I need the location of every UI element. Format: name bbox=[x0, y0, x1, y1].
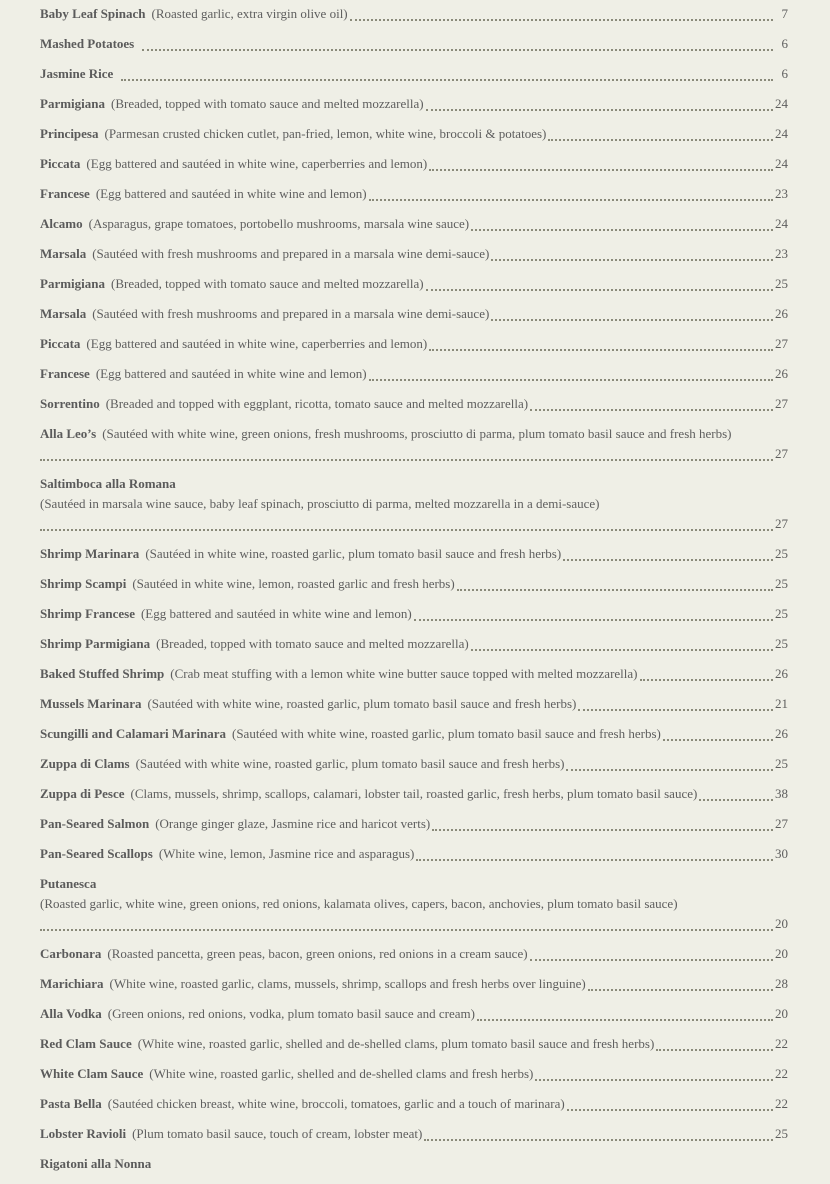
item-description: (Sautéed chicken breast, white wine, broccoli, tomatoes, garlic and a touch of marinara) bbox=[107, 1096, 565, 1111]
dot-leader bbox=[588, 989, 773, 991]
item-price: 25 bbox=[775, 606, 788, 621]
item-description: (Sautéed with white wine, roasted garlic, plum tomato basil sauce and fresh herbs) bbox=[231, 726, 661, 741]
item-name: Carbonara bbox=[40, 946, 102, 961]
item-price: 24 bbox=[775, 156, 788, 171]
menu-item-line bbox=[40, 874, 788, 894]
menu-item-line bbox=[40, 4, 788, 24]
menu-item-line bbox=[40, 274, 788, 294]
menu-item bbox=[40, 634, 788, 664]
dot-leader bbox=[491, 319, 773, 321]
dot-leader bbox=[566, 769, 773, 771]
menu-item bbox=[40, 184, 788, 214]
menu-item bbox=[40, 874, 788, 944]
item-price: 26 bbox=[775, 306, 788, 321]
item-price: 25 bbox=[775, 546, 788, 561]
item-name: Pan-Seared Scallops bbox=[40, 846, 153, 861]
menu-item-line bbox=[40, 34, 788, 54]
item-name: Saltimboca alla Romana bbox=[40, 476, 176, 491]
item-description: (White wine, roasted garlic, shelled and de-shelled clams, plum tomato basil sauce and fresh herbs) bbox=[137, 1036, 655, 1051]
dot-leader bbox=[640, 679, 773, 681]
menu-item-line bbox=[40, 494, 788, 514]
menu-item-line bbox=[40, 914, 788, 934]
item-description: (Egg battered and sautéed in white wine and lemon) bbox=[95, 186, 367, 201]
item-price: 27 bbox=[775, 336, 788, 351]
item-price: 28 bbox=[775, 976, 788, 991]
dot-leader bbox=[369, 379, 773, 381]
menu-item-line bbox=[40, 944, 788, 964]
dot-leader bbox=[426, 109, 773, 111]
item-price: 27 bbox=[775, 396, 788, 411]
menu-item-line bbox=[40, 974, 788, 994]
menu-item-line bbox=[40, 394, 788, 414]
item-price: 25 bbox=[775, 576, 788, 591]
item-price: 6 bbox=[781, 36, 788, 51]
item-price: 25 bbox=[775, 1126, 788, 1141]
menu-item bbox=[40, 844, 788, 874]
item-price: 27 bbox=[775, 516, 788, 531]
menu-item-line bbox=[40, 844, 788, 864]
menu-item bbox=[40, 364, 788, 394]
item-price: 27 bbox=[775, 446, 788, 461]
item-name: Marichiara bbox=[40, 976, 104, 991]
dot-leader bbox=[350, 19, 773, 21]
menu-item-line bbox=[40, 334, 788, 354]
dot-leader bbox=[121, 79, 773, 81]
dot-leader bbox=[142, 49, 773, 51]
menu-item-line bbox=[40, 694, 788, 714]
item-name: Shrimp Francese bbox=[40, 606, 135, 621]
item-price: 21 bbox=[775, 696, 788, 711]
menu-item bbox=[40, 814, 788, 844]
dot-leader bbox=[429, 349, 773, 351]
dot-leader bbox=[477, 1019, 773, 1021]
dot-leader bbox=[40, 529, 773, 531]
item-description: (Egg battered and sautéed in white wine and lemon) bbox=[95, 366, 367, 381]
item-price: 7 bbox=[781, 6, 788, 21]
item-name: Jasmine Rice bbox=[40, 66, 114, 81]
item-description: (Egg battered and sautéed in white wine, caperberries and lemon) bbox=[86, 336, 428, 351]
menu-item bbox=[40, 1154, 788, 1184]
menu-item bbox=[40, 334, 788, 364]
item-description: (Breaded, topped with tomato sauce and melted mozzarella) bbox=[156, 636, 469, 651]
item-name: Francese bbox=[40, 186, 90, 201]
item-description: (White wine, roasted garlic, shelled and de-shelled clams and fresh herbs) bbox=[149, 1066, 534, 1081]
item-description: (Crab meat stuffing with a lemon white wine butter sauce topped with melted mozzarella) bbox=[170, 666, 638, 681]
menu-item bbox=[40, 4, 788, 34]
item-name: White Clam Sauce bbox=[40, 1066, 144, 1081]
item-name: Marsala bbox=[40, 306, 87, 321]
dot-leader bbox=[578, 709, 773, 711]
dot-leader bbox=[414, 619, 773, 621]
menu-item-line bbox=[40, 604, 788, 624]
item-price: 26 bbox=[775, 366, 788, 381]
menu-item bbox=[40, 154, 788, 184]
menu-item bbox=[40, 544, 788, 574]
dot-leader bbox=[663, 739, 773, 741]
item-description: (Sautéed with white wine, roasted garlic, plum tomato basil sauce and fresh herbs) bbox=[135, 756, 565, 771]
item-description: (Sautéed in marsala wine sauce, baby leaf spinach, prosciutto di parma, melted mozzarella in a demi-sauce) bbox=[40, 496, 600, 511]
item-name: Baby Leaf Spinach bbox=[40, 6, 146, 21]
menu-item-line bbox=[40, 1064, 788, 1084]
menu-item-line bbox=[40, 724, 788, 744]
dot-leader bbox=[432, 829, 773, 831]
menu-item-line bbox=[40, 424, 788, 444]
dot-leader bbox=[656, 1049, 773, 1051]
menu-item bbox=[40, 974, 788, 1004]
menu-item bbox=[40, 1094, 788, 1124]
item-name: Alcamo bbox=[40, 216, 83, 231]
menu-item bbox=[40, 34, 788, 64]
item-name: Marsala bbox=[40, 246, 87, 261]
item-price: 26 bbox=[775, 726, 788, 741]
item-name: Pan-Seared Salmon bbox=[40, 816, 150, 831]
menu-item-line bbox=[40, 154, 788, 174]
item-description: (Sautéed with fresh mushrooms and prepared in a marsala wine demi-sauce) bbox=[92, 246, 490, 261]
menu-list bbox=[40, 4, 788, 1184]
menu-item-line bbox=[40, 1004, 788, 1024]
item-name: Shrimp Scampi bbox=[40, 576, 127, 591]
dot-leader bbox=[416, 859, 773, 861]
item-price: 20 bbox=[775, 946, 788, 961]
menu-item bbox=[40, 574, 788, 604]
menu-item-line bbox=[40, 664, 788, 684]
menu-item-line bbox=[40, 244, 788, 264]
item-description: (White wine, roasted garlic, clams, mussels, shrimp, scallops and fresh herbs over linguine) bbox=[109, 976, 586, 991]
menu-item-block bbox=[40, 874, 788, 934]
menu-item-line bbox=[40, 1034, 788, 1054]
item-description: (Breaded, topped with tomato sauce and melted mozzarella) bbox=[111, 96, 424, 111]
menu-item-line bbox=[40, 784, 788, 804]
menu-item-line bbox=[40, 364, 788, 384]
item-description: (Egg battered and sautéed in white wine, caperberries and lemon) bbox=[86, 156, 428, 171]
menu-item-line bbox=[40, 94, 788, 114]
dot-leader bbox=[535, 1079, 773, 1081]
item-price: 25 bbox=[775, 636, 788, 651]
item-name: Mussels Marinara bbox=[40, 696, 142, 711]
dot-leader bbox=[369, 199, 773, 201]
dot-leader bbox=[548, 139, 773, 141]
item-name: Parmigiana bbox=[40, 276, 105, 291]
item-price: 22 bbox=[775, 1066, 788, 1081]
item-price: 6 bbox=[781, 66, 788, 81]
dot-leader bbox=[567, 1109, 773, 1111]
item-description: (Roasted garlic, extra virgin olive oil) bbox=[151, 6, 348, 21]
item-price: 23 bbox=[775, 246, 788, 261]
menu-item-line bbox=[40, 444, 788, 464]
item-description: (Asparagus, grape tomatoes, portobello mushrooms, marsala wine sauce) bbox=[88, 216, 470, 231]
menu-item bbox=[40, 694, 788, 724]
item-description: (Sautéed in white wine, roasted garlic, plum tomato basil sauce and fresh herbs) bbox=[145, 546, 562, 561]
item-description: (Roasted garlic, white wine, green onions, red onions, kalamata olives, capers, bacon, anchovies, plum tomato basil sauce) bbox=[40, 896, 678, 911]
item-description: (Roasted pancetta, green peas, bacon, green onions, red onions in a cream sauce) bbox=[107, 946, 528, 961]
item-price: 25 bbox=[775, 276, 788, 291]
menu-item-line bbox=[40, 574, 788, 594]
item-price: 22 bbox=[775, 1036, 788, 1051]
menu-item bbox=[40, 604, 788, 634]
item-description: (White wine, lemon, Jasmine rice and asparagus) bbox=[158, 846, 415, 861]
menu-item-line bbox=[40, 894, 788, 914]
menu-item bbox=[40, 724, 788, 754]
menu-item-line bbox=[40, 1094, 788, 1114]
item-description: (Clams, mussels, shrimp, scallops, calamari, lobster tail, roasted garlic, fresh herbs, plum tomato basil sauce) bbox=[130, 786, 698, 801]
item-description: (Sautéed with white wine, roasted garlic, plum tomato basil sauce and fresh herbs) bbox=[147, 696, 577, 711]
dot-leader bbox=[40, 459, 773, 461]
item-description: (Green onions, red onions, vodka, plum tomato basil sauce and cream) bbox=[107, 1006, 475, 1021]
dot-leader bbox=[491, 259, 773, 261]
menu-item bbox=[40, 944, 788, 974]
item-price: 20 bbox=[775, 1006, 788, 1021]
dot-leader bbox=[429, 169, 773, 171]
item-description: (Sautéed with fresh mushrooms and prepared in a marsala wine demi-sauce) bbox=[92, 306, 490, 321]
item-name: Shrimp Marinara bbox=[40, 546, 140, 561]
dot-leader bbox=[40, 929, 773, 931]
item-description: (Parmesan crusted chicken cutlet, pan-fried, lemon, white wine, broccoli & potatoes) bbox=[104, 126, 547, 141]
menu-item-block bbox=[40, 474, 788, 534]
menu-item bbox=[40, 664, 788, 694]
dot-leader bbox=[699, 799, 773, 801]
item-price: 30 bbox=[775, 846, 788, 861]
item-name: Principesa bbox=[40, 126, 99, 141]
menu-item-line bbox=[40, 64, 788, 84]
dot-leader bbox=[424, 1139, 773, 1141]
menu-item-line bbox=[40, 304, 788, 324]
item-name: Putanesca bbox=[40, 876, 97, 891]
dot-leader bbox=[471, 229, 773, 231]
menu-item bbox=[40, 94, 788, 124]
item-price: 24 bbox=[775, 96, 788, 111]
item-price: 38 bbox=[775, 786, 788, 801]
item-name: Alla Vodka bbox=[40, 1006, 102, 1021]
item-name: Piccata bbox=[40, 156, 81, 171]
menu-item bbox=[40, 754, 788, 784]
item-name: Piccata bbox=[40, 336, 81, 351]
item-price: 24 bbox=[775, 126, 788, 141]
item-name: Zuppa di Pesce bbox=[40, 786, 125, 801]
menu-item bbox=[40, 274, 788, 304]
menu-item bbox=[40, 64, 788, 94]
menu-item-line bbox=[40, 184, 788, 204]
menu-item-line bbox=[40, 634, 788, 654]
item-price: 25 bbox=[775, 756, 788, 771]
item-name: Alla Leo’s bbox=[40, 426, 97, 441]
menu-item bbox=[40, 214, 788, 244]
item-name: Zuppa di Clams bbox=[40, 756, 130, 771]
dot-leader bbox=[530, 409, 773, 411]
item-description: (Egg battered and sautéed in white wine and lemon) bbox=[140, 606, 412, 621]
dot-leader bbox=[530, 959, 773, 961]
item-description: (Sautéed in white wine, lemon, roasted garlic and fresh herbs) bbox=[132, 576, 455, 591]
item-name: Sorrentino bbox=[40, 396, 100, 411]
item-name: Parmigiana bbox=[40, 96, 105, 111]
item-price: 23 bbox=[775, 186, 788, 201]
menu-item-line bbox=[40, 754, 788, 774]
menu-item bbox=[40, 1124, 788, 1154]
menu-item bbox=[40, 124, 788, 154]
menu-item bbox=[40, 244, 788, 274]
menu-item-line bbox=[40, 1154, 788, 1174]
dot-leader bbox=[563, 559, 773, 561]
menu-item bbox=[40, 474, 788, 544]
item-name: Baked Stuffed Shrimp bbox=[40, 666, 165, 681]
item-name: Rigatoni alla Nonna bbox=[40, 1156, 152, 1171]
item-description: (Sautéed with white wine, green onions, fresh mushrooms, prosciutto di parma, plum tomato basil sauce and fresh herbs) bbox=[102, 426, 732, 441]
item-price: 24 bbox=[775, 216, 788, 231]
dot-leader bbox=[426, 289, 773, 291]
menu-item bbox=[40, 1064, 788, 1094]
menu-item-line bbox=[40, 514, 788, 534]
dot-leader bbox=[457, 589, 773, 591]
menu-item-block bbox=[40, 424, 788, 464]
item-name: Lobster Ravioli bbox=[40, 1126, 127, 1141]
menu-item bbox=[40, 1004, 788, 1034]
item-name: Mashed Potatoes bbox=[40, 36, 135, 51]
menu-item-line bbox=[40, 1124, 788, 1144]
item-description: (Orange ginger glaze, Jasmine rice and haricot verts) bbox=[155, 816, 431, 831]
item-description: (Breaded, topped with tomato sauce and melted mozzarella) bbox=[111, 276, 424, 291]
menu-item bbox=[40, 424, 788, 474]
item-price: 22 bbox=[775, 1096, 788, 1111]
item-name: Shrimp Parmigiana bbox=[40, 636, 151, 651]
menu-item-line bbox=[40, 474, 788, 494]
dot-leader bbox=[471, 649, 773, 651]
menu-item-line bbox=[40, 214, 788, 234]
menu-item-line bbox=[40, 544, 788, 564]
item-description: (Plum tomato basil sauce, touch of cream, lobster meat) bbox=[132, 1126, 423, 1141]
menu-item bbox=[40, 1034, 788, 1064]
menu-item-line bbox=[40, 124, 788, 144]
item-name: Red Clam Sauce bbox=[40, 1036, 132, 1051]
item-price: 20 bbox=[775, 916, 788, 931]
menu-item-line bbox=[40, 814, 788, 834]
item-name: Francese bbox=[40, 366, 90, 381]
menu-item bbox=[40, 304, 788, 334]
item-description: (Breaded and topped with eggplant, ricotta, tomato sauce and melted mozzarella) bbox=[105, 396, 529, 411]
item-name: Scungilli and Calamari Marinara bbox=[40, 726, 226, 741]
item-name: Pasta Bella bbox=[40, 1096, 102, 1111]
item-price: 27 bbox=[775, 816, 788, 831]
item-price: 26 bbox=[775, 666, 788, 681]
menu-item bbox=[40, 784, 788, 814]
menu-item bbox=[40, 394, 788, 424]
